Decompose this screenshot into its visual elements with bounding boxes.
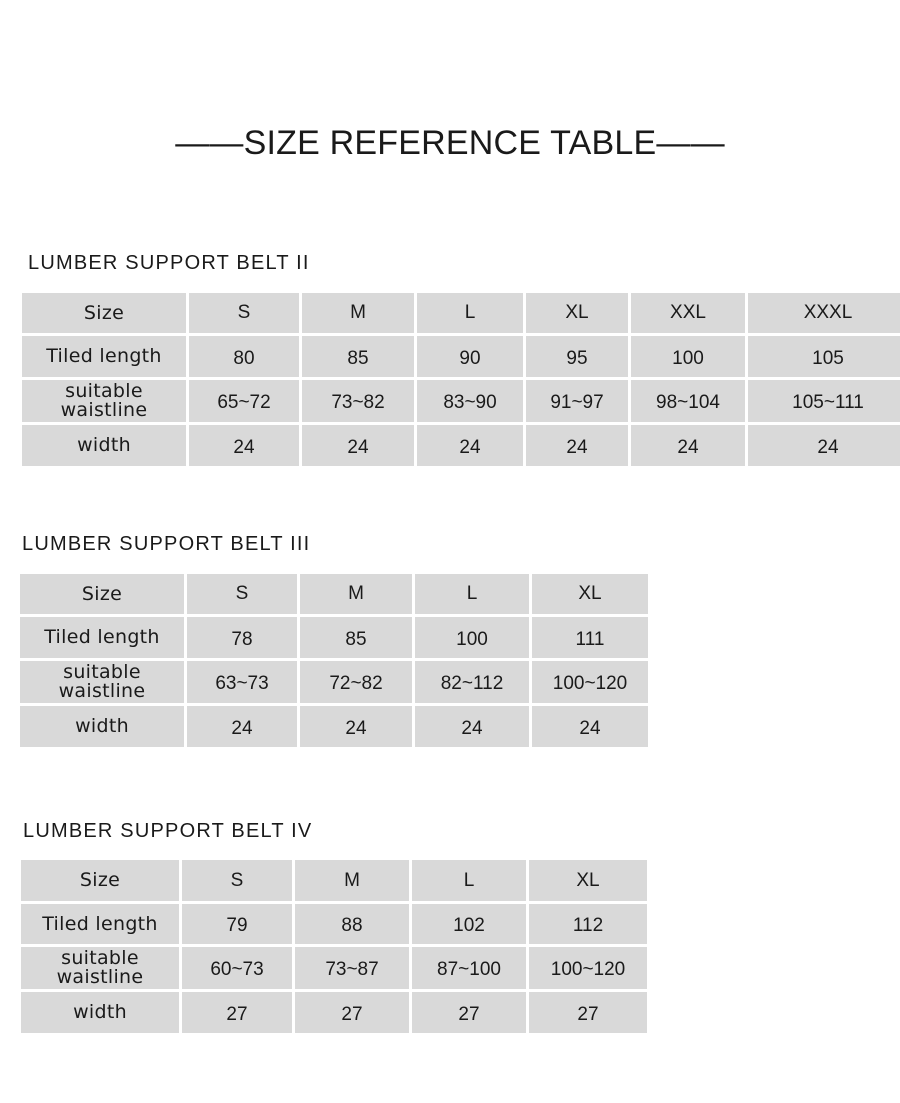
tiled-length-cell — [748, 336, 900, 377]
table-row-size — [21, 860, 647, 901]
width-cell — [412, 992, 526, 1033]
waistline-cell — [187, 661, 297, 703]
waistline-value: 105~111 — [792, 392, 864, 413]
width-cell — [187, 706, 297, 747]
row-label-suitable-waistline — [22, 380, 186, 422]
table-title-belt-iii: LUMBER SUPPORT BELT III — [22, 533, 311, 555]
tiled-length-value: 100 — [672, 347, 704, 369]
waistline-cell — [295, 947, 409, 989]
width-value: 24 — [566, 436, 588, 458]
size-cell: M — [295, 860, 409, 901]
row-label-width: width — [21, 992, 179, 1033]
width-cell — [748, 425, 900, 466]
size-table-belt-iii — [17, 571, 651, 750]
width-value: 24 — [345, 717, 367, 739]
waistline-value: 63~73 — [215, 673, 269, 694]
waistline-value: 100~120 — [552, 673, 628, 694]
tiled-length-cell — [300, 617, 412, 658]
waistline-value: 87~100 — [437, 959, 501, 980]
table-row-suitable-waistline — [20, 661, 648, 703]
waistline-cell — [529, 947, 647, 989]
tiled-length-cell — [631, 336, 745, 377]
tiled-length-cell — [302, 336, 414, 377]
row-label-suitable-waistline — [20, 661, 184, 703]
size-cell: M — [300, 574, 412, 614]
width-value: 27 — [341, 1003, 363, 1025]
width-cell — [631, 425, 745, 466]
waistline-cell — [300, 661, 412, 703]
width-value: 24 — [461, 717, 483, 739]
tiled-length-cell — [189, 336, 299, 377]
width-value: 24 — [347, 436, 369, 458]
waistline-value: 65~72 — [217, 392, 271, 413]
waistline-cell — [532, 661, 648, 703]
row-label-size: Size — [22, 293, 186, 333]
table-row-width — [22, 425, 900, 466]
tiled-length-value: 95 — [566, 347, 588, 369]
tiled-length-value: 100 — [456, 628, 488, 650]
waistline-cell — [189, 380, 299, 422]
tiled-length-cell — [417, 336, 523, 377]
row-label-line: suitable — [61, 947, 139, 969]
tiled-length-cell — [412, 904, 526, 944]
waistline-value: 82~112 — [440, 673, 504, 694]
width-value: 24 — [459, 436, 481, 458]
size-cell: S — [182, 860, 292, 901]
tiled-length-cell — [187, 617, 297, 658]
size-cell: M — [302, 293, 414, 333]
size-cell: XL — [529, 860, 647, 901]
waistline-value: 98~104 — [656, 392, 720, 413]
waistline-value: 91~97 — [550, 392, 604, 413]
waistline-value: 83~90 — [443, 392, 497, 413]
table-row-width — [21, 992, 647, 1033]
waistline-cell — [526, 380, 628, 422]
table-row-tiled-length — [20, 617, 648, 658]
width-value: 27 — [458, 1003, 480, 1025]
width-value: 27 — [226, 1003, 248, 1025]
row-label-tiled-length: Tiled length — [20, 617, 184, 658]
table-row-tiled-length — [21, 904, 647, 944]
width-value: 24 — [231, 717, 253, 739]
tiled-length-value: 79 — [226, 915, 248, 936]
width-cell — [189, 425, 299, 466]
table-row-suitable-waistline — [22, 380, 900, 422]
tiled-length-value: 102 — [453, 915, 485, 936]
table-row-width — [20, 706, 648, 747]
width-value: 24 — [233, 436, 255, 458]
width-cell — [417, 425, 523, 466]
row-label-line: waistline — [56, 966, 144, 988]
size-cell: XL — [526, 293, 628, 333]
size-cell: XXL — [631, 293, 745, 333]
row-label-size: Size — [21, 860, 179, 901]
size-cell: L — [412, 860, 526, 901]
waistline-cell — [748, 380, 900, 422]
width-cell — [532, 706, 648, 747]
width-cell — [529, 992, 647, 1033]
table-row-size — [20, 574, 648, 614]
tiled-length-cell — [182, 904, 292, 944]
row-label-suitable-waistline — [21, 947, 179, 989]
row-label-line: waistline — [60, 399, 148, 421]
tiled-length-cell — [529, 904, 647, 944]
waistline-cell — [412, 947, 526, 989]
size-cell: L — [415, 574, 529, 614]
waistline-cell — [417, 380, 523, 422]
waistline-cell — [415, 661, 529, 703]
waistline-cell — [631, 380, 745, 422]
size-cell: XL — [532, 574, 648, 614]
table-title-belt-iv: LUMBER SUPPORT BELT IV — [23, 820, 313, 842]
waistline-value: 73~82 — [331, 392, 385, 413]
size-cell: L — [417, 293, 523, 333]
width-value: 24 — [677, 436, 699, 458]
tiled-length-value: 80 — [233, 347, 255, 369]
tiled-length-value: 85 — [345, 628, 367, 650]
table-row-suitable-waistline — [21, 947, 647, 989]
tiled-length-value: 88 — [341, 915, 363, 936]
tiled-length-cell — [295, 904, 409, 944]
size-table-belt-iv — [18, 857, 650, 1036]
waistline-value: 100~120 — [550, 959, 626, 980]
tiled-length-cell — [526, 336, 628, 377]
tiled-length-value: 105 — [812, 347, 844, 369]
width-value: 24 — [817, 436, 839, 458]
row-label-width: width — [20, 706, 184, 747]
waistline-cell — [182, 947, 292, 989]
width-cell — [526, 425, 628, 466]
width-cell — [300, 706, 412, 747]
width-cell — [302, 425, 414, 466]
table-row-tiled-length — [22, 336, 900, 377]
width-value: 27 — [577, 1003, 599, 1025]
row-label-width: width — [22, 425, 186, 466]
tiled-length-value: 112 — [572, 915, 604, 936]
tiled-length-cell — [415, 617, 529, 658]
width-cell — [182, 992, 292, 1033]
page-title: ——SIZE REFERENCE TABLE—— — [175, 124, 725, 162]
tiled-length-value: 111 — [575, 628, 605, 650]
row-label-line: suitable — [65, 380, 143, 402]
waistline-cell — [302, 380, 414, 422]
table-title-belt-ii: LUMBER SUPPORT BELT II — [28, 252, 310, 274]
row-label-line: suitable — [63, 661, 141, 683]
tiled-length-cell — [532, 617, 648, 658]
row-label-tiled-length: Tiled length — [21, 904, 179, 944]
size-cell: S — [187, 574, 297, 614]
width-cell — [415, 706, 529, 747]
row-label-tiled-length: Tiled length — [22, 336, 186, 377]
size-cell: XXXL — [748, 293, 900, 333]
size-cell: S — [189, 293, 299, 333]
width-cell — [295, 992, 409, 1033]
row-label-size: Size — [20, 574, 184, 614]
waistline-value: 60~73 — [210, 959, 264, 980]
tiled-length-value: 85 — [347, 347, 369, 369]
waistline-value: 73~87 — [325, 959, 379, 980]
width-value: 24 — [579, 717, 601, 739]
waistline-value: 72~82 — [329, 673, 383, 694]
size-table-belt-ii — [19, 290, 900, 469]
tiled-length-value: 90 — [459, 347, 481, 369]
row-label-line: waistline — [58, 680, 146, 702]
table-row-size — [22, 293, 900, 333]
tiled-length-value: 78 — [231, 628, 253, 650]
